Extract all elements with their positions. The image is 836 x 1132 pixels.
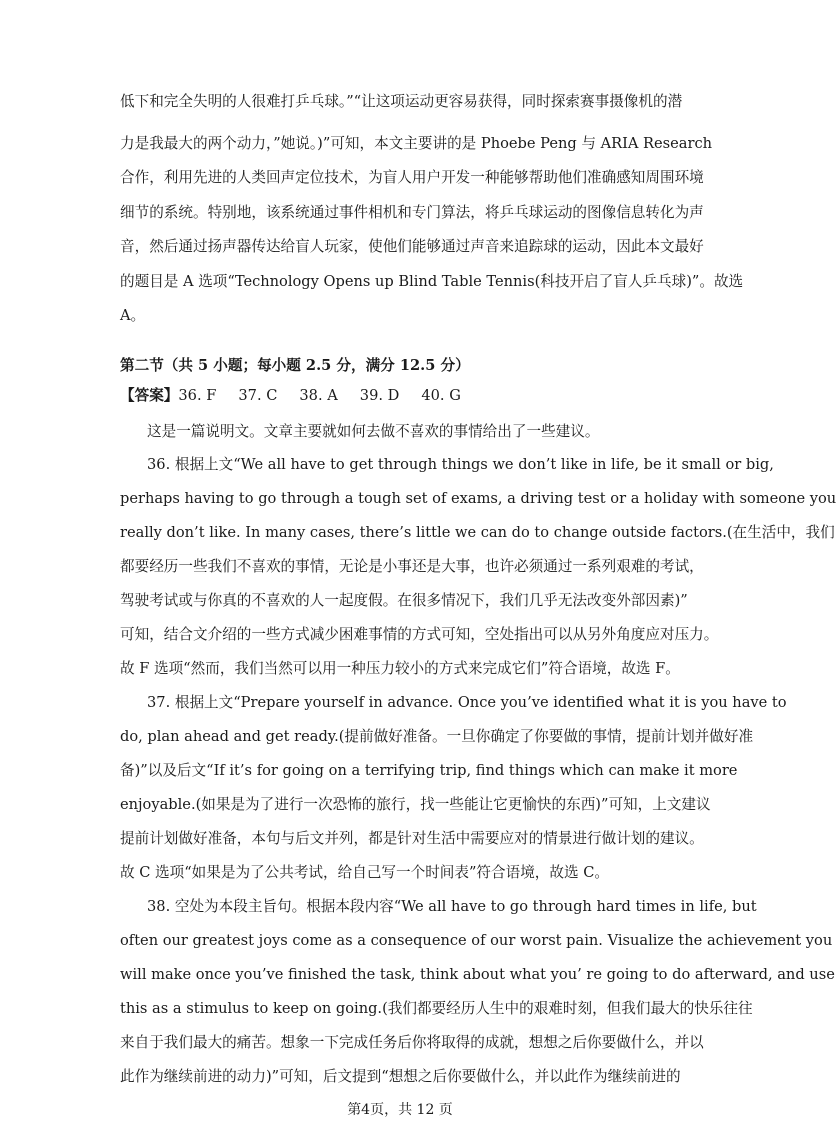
intro-line: 低下和完全失明的人很难打乒乓球。”“让这项运动更容易获得，同时探索赛事摄像机的潜 xyxy=(120,93,683,110)
summary-line: 这是一篇说明文。文章主要就如何去做不喜欢的事情给出了一些建议。 xyxy=(147,423,600,440)
q38-line: often our greatest joys come as a consequence of our worst pain. Visualize the achievement you xyxy=(120,932,833,949)
q37-line: 提前计划做好准备，本句与后文并列，都是针对生活中需要应对的情景进行做计划的建议。 xyxy=(120,830,704,847)
q38-line: 38. 空处为本段主旨句。根据本段内容“We all have to go through hard times in life, but xyxy=(147,898,757,915)
q38-line: 来自于我们最大的痛苦。想象一下完成任务后你将取得的成就，想想之后你要做什么，并以 xyxy=(120,1034,704,1051)
intro-line: 力是我最大的两个动力，”她说。)”可知，本文主要讲的是 Phoebe Peng 与 ARIA Research xyxy=(120,135,713,152)
q37-line: enjoyable.(如果是为了进行一次恐怖的旅行，找一些能让它更愉快的东西)”可知，上文建议 xyxy=(120,796,711,813)
answer-item: 39. D xyxy=(359,387,400,404)
q36-line: 驾驶考试或与你真的不喜欢的人一起度假。在很多情况下，我们几乎无法改变外部因素)” xyxy=(120,592,688,609)
answer-item: 40. G xyxy=(421,387,461,404)
intro-line: A。 xyxy=(120,307,146,324)
answer-item: 37. C xyxy=(238,387,278,404)
q36-line: 36. 根据上文“We all have to get through things we don’t like in life, be it small or big, xyxy=(147,456,774,473)
answer-label: 【答案】 xyxy=(120,387,179,404)
q38-line: this as a stimulus to keep on going.(我们都要经历人生中的艰难时刻，但我们最大的快乐往往 xyxy=(120,1000,753,1017)
intro-line: 音，然后通过扬声器传达给盲人玩家，使他们能够通过声音来追踪球的运动，因此本文最好 xyxy=(120,238,704,255)
q38-line: 此作为继续前进的动力)”可知，后文提到“想想之后你要做什么，并以此作为继续前进的 xyxy=(120,1068,681,1085)
page-footer: 第4页，共 12 页 xyxy=(347,1102,453,1118)
answer-item: 36. F xyxy=(178,387,217,404)
q36-line: 故 F 选项“然而，我们当然可以用一种压力较小的方式来完成它们”符合语境，故选 F。 xyxy=(120,660,680,677)
q37-line: 37. 根据上文“Prepare yourself in advance. Once you’ve identified what it is you have to xyxy=(147,694,787,711)
q37-line: do, plan ahead and get ready.(提前做好准备。一旦你确定了你要做的事情，提前计划并做好准 xyxy=(120,728,754,745)
answer-item: 38. A xyxy=(299,387,338,404)
intro-line: 的题目是 A 选项“Technology Opens up Blind Table Tennis(科技开启了盲人乒乓球)”。故选 xyxy=(120,273,744,290)
q37-line: 故 C 选项“如果是为了公共考试，给自己写一个时间表”符合语境，故选 C。 xyxy=(120,864,609,881)
q37-line: 备)”以及后文“If it’s for going on a terrifying trip, find things which can make it more xyxy=(120,762,738,779)
answer-line xyxy=(120,386,700,406)
q36-line: 可知，结合文介绍的一些方式减少困难事情的方式可知，空处指出可以从另外角度应对压力。 xyxy=(120,626,719,643)
q36-line: 都要经历一些我们不喜欢的事情，无论是小事还是大事，也许必须通过一系列艰难的考试， xyxy=(120,558,704,575)
intro-line: 细节的系统。特别地，该系统通过事件相机和专门算法，将乒乓球运动的图像信息转化为声 xyxy=(120,204,704,221)
section-heading: 第二节（共 5 小题；每小题 2.5 分，满分 12.5 分） xyxy=(120,357,470,374)
intro-line: 合作，利用先进的人类回声定位技术，为盲人用户开发一种能够帮助他们准确感知周围环境 xyxy=(120,169,704,186)
q36-line: perhaps having to go through a tough set of exams, a driving test or a holiday with someone you xyxy=(120,490,836,507)
q36-line: really don’t like. In many cases, there’s little we can do to change outside factors.(在生活中，我们 xyxy=(120,524,835,541)
q38-line: will make once you’ve finished the task, think about what you’ re going to do afterward, and use xyxy=(120,966,835,983)
